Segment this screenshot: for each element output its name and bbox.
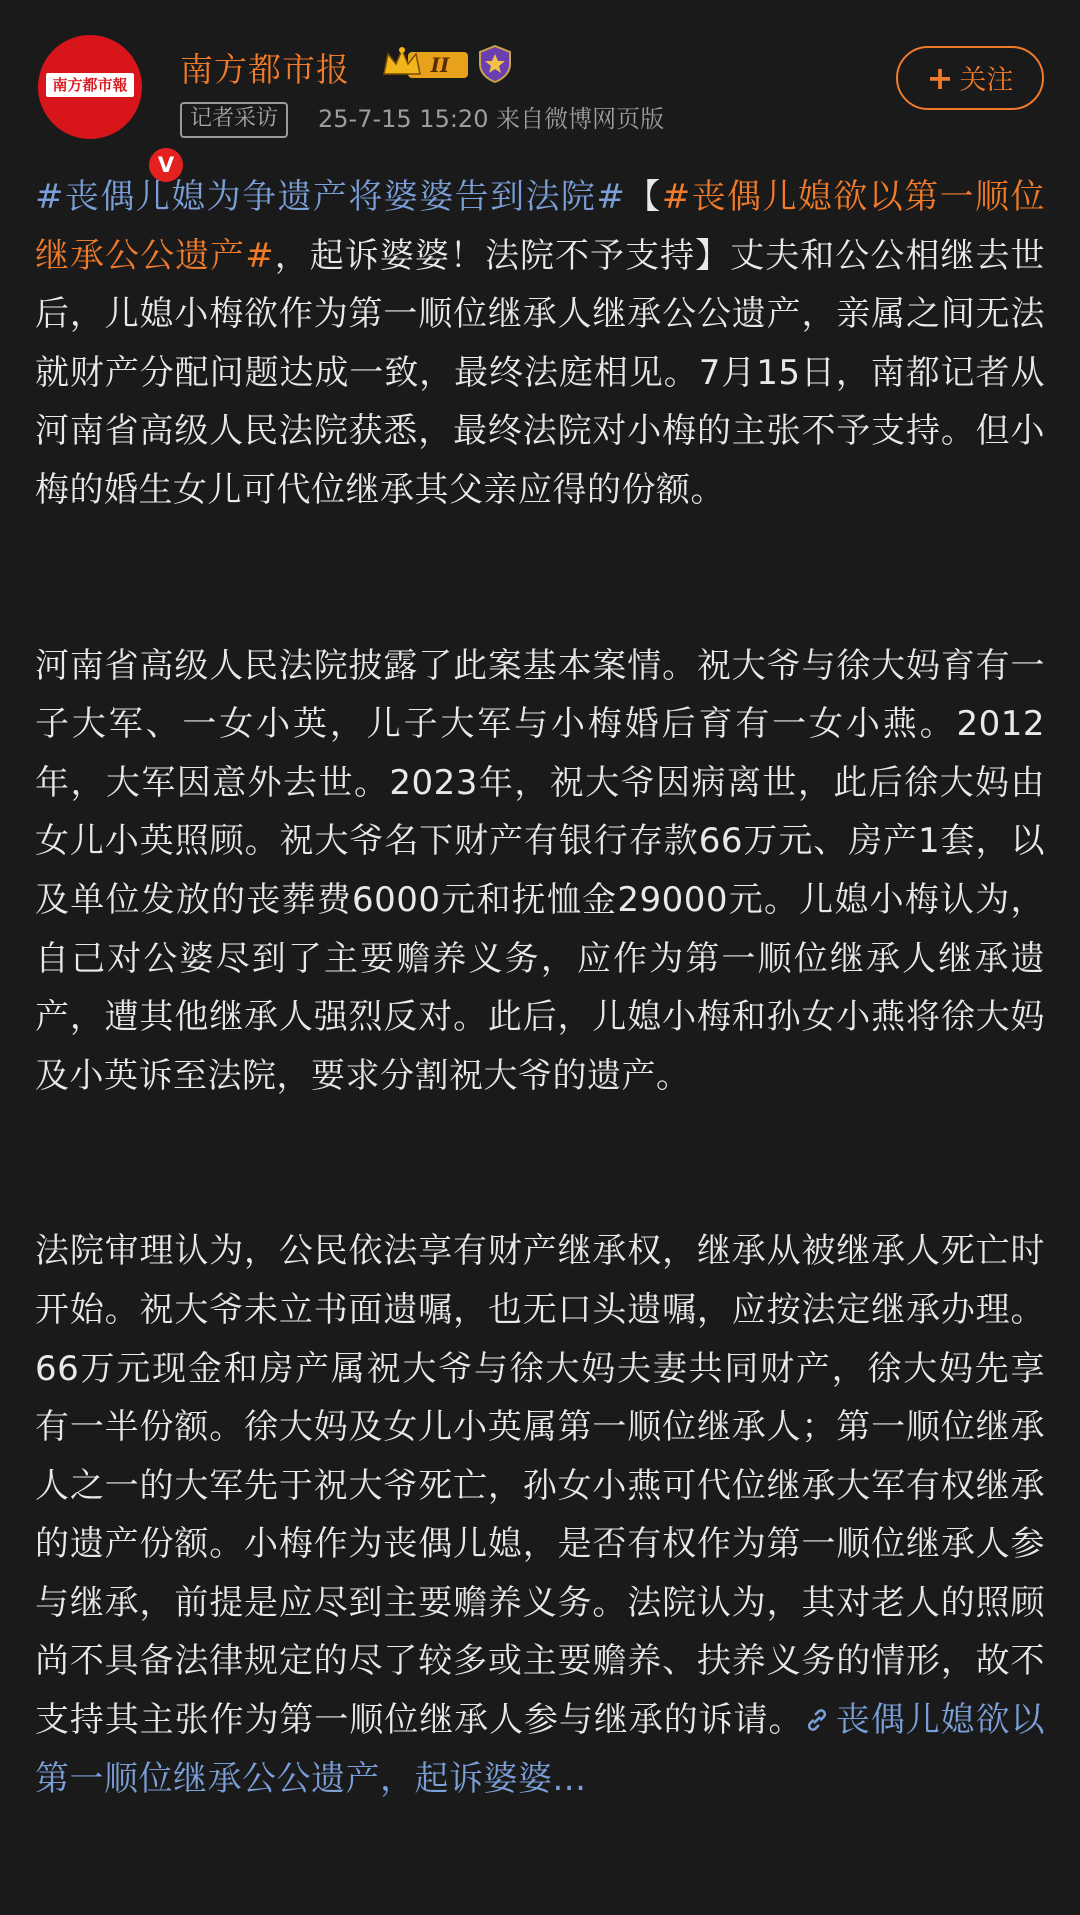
- post-meta: 25-7-15 15:20 来自微博网页版: [318, 105, 665, 133]
- paragraph-2: 河南省高级人民法院披露了此案基本案情。祝大爷与徐大妈育有一子大军、一女小英，儿子大军与小梅婚后育有一女小燕。2012年，大军因意外去世。2023年，祝大爷因病离世，此后徐大妈由女儿小英照顾。祝大爷名下财产有银行存款66万元、房产1套，以及单位发放的丧葬费6000元和抚恤金29000元。儿媳小梅认为，自己对公婆尽到了主要赡养义务，应作为第一顺位继承人继承遗产，遭其他继承人强烈反对。此后，儿媳小梅和孙女小燕将徐大妈及小英诉至法院，要求分割祝大爷的遗产。: [35, 645, 1045, 1096]
- follow-button[interactable]: [896, 46, 1044, 110]
- paragraph-gap: [35, 1105, 1045, 1222]
- paragraph-gap: [35, 520, 1045, 637]
- paragraph-3-text: 法院审理认为，公民依法享有财产继承权，继承从被继承人死亡时开始。祝大爷未立书面遗嘱，也无口头遗嘱，应按法定继承办理。66万元现金和房产属祝大爷与徐大妈夫妻共同财产，徐大妈先享有一半份额。徐大妈及女儿小英属第一顺位继承人；第一顺位继承人之一的大军先于祝大爷死亡，孙女小燕可代位继承大军有权继承的遗产份额。小梅作为丧偶儿媳，是否有权作为第一顺位继承人参与继承，前提是应尽到主要赡养义务。法院认为，其对老人的照顾尚不具备法律规定的尽了较多或主要赡养、扶养义务的情形，故不支持其主张作为第一顺位继承人参与继承的诉请。: [35, 1231, 1045, 1741]
- account-name[interactable]: 南方都市报: [180, 50, 350, 89]
- paragraph-1: [35, 168, 1045, 520]
- verified-badge-icon: V: [146, 145, 186, 185]
- avatar[interactable]: [38, 35, 175, 177]
- post-header: [0, 0, 1080, 177]
- post-body: [35, 168, 1045, 1808]
- follow-label: 关注: [959, 65, 1014, 96]
- plus-icon: +: [926, 59, 954, 97]
- topic-link-1[interactable]: #丧偶儿媳为争遗产将婆婆告到法院#: [35, 177, 626, 217]
- avatar-logo-text: 南方都市報: [46, 73, 134, 97]
- level-badge-text: II: [430, 53, 450, 77]
- paragraph-1-text: ，起诉婆婆！法院不予支持】丈夫和公公相继去世后，儿媳小梅欲作为第一顺位继承人继承公公遗产，亲属之间无法就财产分配问题达成一致，最终法庭相见。7月15日，南都记者从河南省高级人民法院获悉，最终法院对小梅的主张不予支持。但小梅的婚生女儿可代位继承其父亲应得的份额。: [35, 235, 1045, 510]
- bracket-open: 【: [625, 177, 662, 217]
- crown-level-badge-icon[interactable]: [382, 46, 470, 82]
- article-link-text: 丧偶儿媳欲以第一顺位继承公公遗产，起诉婆婆...: [35, 1700, 1046, 1799]
- topic-link-2[interactable]: #丧偶儿媳欲以第一顺位继承公公遗产#: [35, 177, 1045, 276]
- shield-badge-icon[interactable]: [478, 45, 512, 83]
- link-icon: [803, 1706, 831, 1734]
- reporter-tag: 记者采访: [180, 102, 288, 138]
- paragraph-3: [35, 1222, 1045, 1808]
